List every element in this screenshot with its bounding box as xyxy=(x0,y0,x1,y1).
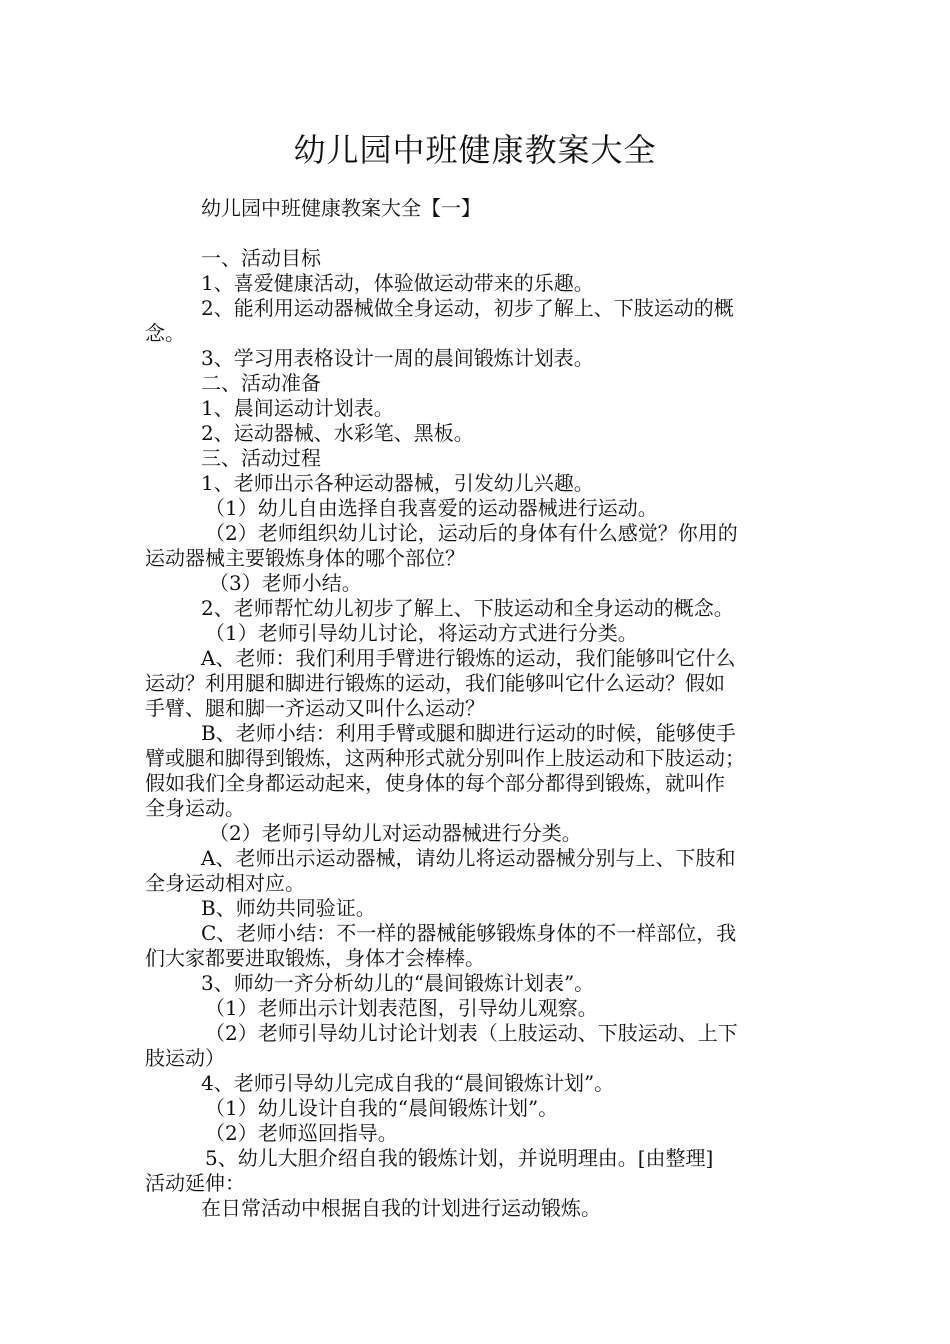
document-title: 幼儿园中班健康教案大全 xyxy=(293,131,657,169)
paragraph-line: （2）老师引导幼儿对运动器械进行分类。 xyxy=(209,821,582,845)
paragraph-line: B、师幼共同验证。 xyxy=(201,896,376,920)
paragraph-line: （1）老师出示计划表范图，引导幼儿观察。 xyxy=(205,996,598,1020)
paragraph-line: （2）老师巡回指导。 xyxy=(205,1121,398,1145)
paragraph-line: 在日常活动中根据自我的计划进行运动锻炼。 xyxy=(201,1196,601,1220)
paragraph-line: （2）老师引导幼儿讨论计划表（上肢运动、下肢运动、上下 xyxy=(205,1021,738,1045)
paragraph-line: （2）老师组织幼儿讨论，运动后的身体有什么感觉？你用的 xyxy=(205,521,738,545)
paragraph-line: 手臂、腿和脚一齐运动又叫什么运动？ xyxy=(145,696,485,720)
paragraph-line: A、老师出示运动器械，请幼儿将运动器械分别与上、下肢和 xyxy=(201,846,736,870)
paragraph-line: 4、老师引导幼儿完成自我的“晨间锻炼计划”。 xyxy=(201,1071,615,1095)
paragraph-line: （3）老师小结。 xyxy=(209,571,362,595)
paragraph-line: 们大家都要进取锻炼，身体才会棒棒。 xyxy=(145,946,485,970)
paragraph-line: （1）老师引导幼儿讨论，将运动方式进行分类。 xyxy=(205,621,638,645)
paragraph-line: A、老师：我们利用手臂进行锻炼的运动，我们能够叫它什么 xyxy=(201,646,736,670)
paragraph-line: 假如我们全身都运动起来，使身体的每个部分都得到锻炼，就叫作 xyxy=(145,771,725,795)
paragraph-line: （1）幼儿设计自我的“晨间锻炼计划”。 xyxy=(205,1096,559,1120)
paragraph-line: 2、运动器械、水彩笔、黑板。 xyxy=(201,421,474,445)
paragraph-line: B、老师小结：利用手臂或腿和脚进行运动的时候，能够使手 xyxy=(201,721,736,745)
section-heading: 三、活动过程 xyxy=(201,446,321,470)
paragraph-line: 1、晨间运动计划表。 xyxy=(201,396,394,420)
paragraph-line: 1、老师出示各种运动器械，引发幼儿兴趣。 xyxy=(201,471,594,495)
document-body xyxy=(145,196,809,1221)
paragraph-line: 念。 xyxy=(145,321,185,345)
paragraph-line: （1）幼儿自由选择自我喜爱的运动器械进行运动。 xyxy=(205,496,658,520)
paragraph-line: 5、幼儿大胆介绍自我的锻炼计划，并说明理由。[由整理] xyxy=(205,1146,714,1170)
paragraph-line: C、老师小结：不一样的器械能够锻炼身体的不一样部位，我 xyxy=(201,921,737,945)
paragraph-line: 运动？利用腿和脚进行锻炼的运动，我们能够叫它什么运动？假如 xyxy=(145,671,725,695)
section-heading: 二、活动准备 xyxy=(201,371,321,395)
paragraph-line: 臂或腿和脚得到锻炼，这两种形式就分别叫作上肢运动和下肢运动； xyxy=(145,746,745,770)
section-heading: 一、活动目标 xyxy=(201,246,321,270)
document-subtitle: 幼儿园中班健康教案大全【一】 xyxy=(201,196,481,220)
paragraph-line: 2、能利用运动器械做全身运动，初步了解上、下肢运动的概 xyxy=(201,296,734,320)
paragraph-line: 1、喜爱健康活动，体验做运动带来的乐趣。 xyxy=(201,271,594,295)
paragraph-line: 活动延伸： xyxy=(145,1171,245,1195)
paragraph-line: 2、老师帮忙幼儿初步了解上、下肢运动和全身运动的概念。 xyxy=(201,596,734,620)
paragraph-line: 3、师幼一齐分析幼儿的“晨间锻炼计划表”。 xyxy=(201,971,595,995)
paragraph-line: 运动器械主要锻炼身体的哪个部位？ xyxy=(145,546,465,570)
paragraph-line: 肢运动） xyxy=(145,1046,225,1070)
paragraph-line: 全身运动。 xyxy=(145,796,245,820)
paragraph-line: 全身运动相对应。 xyxy=(145,871,305,895)
paragraph-line: 3、学习用表格设计一周的晨间锻炼计划表。 xyxy=(201,346,594,370)
